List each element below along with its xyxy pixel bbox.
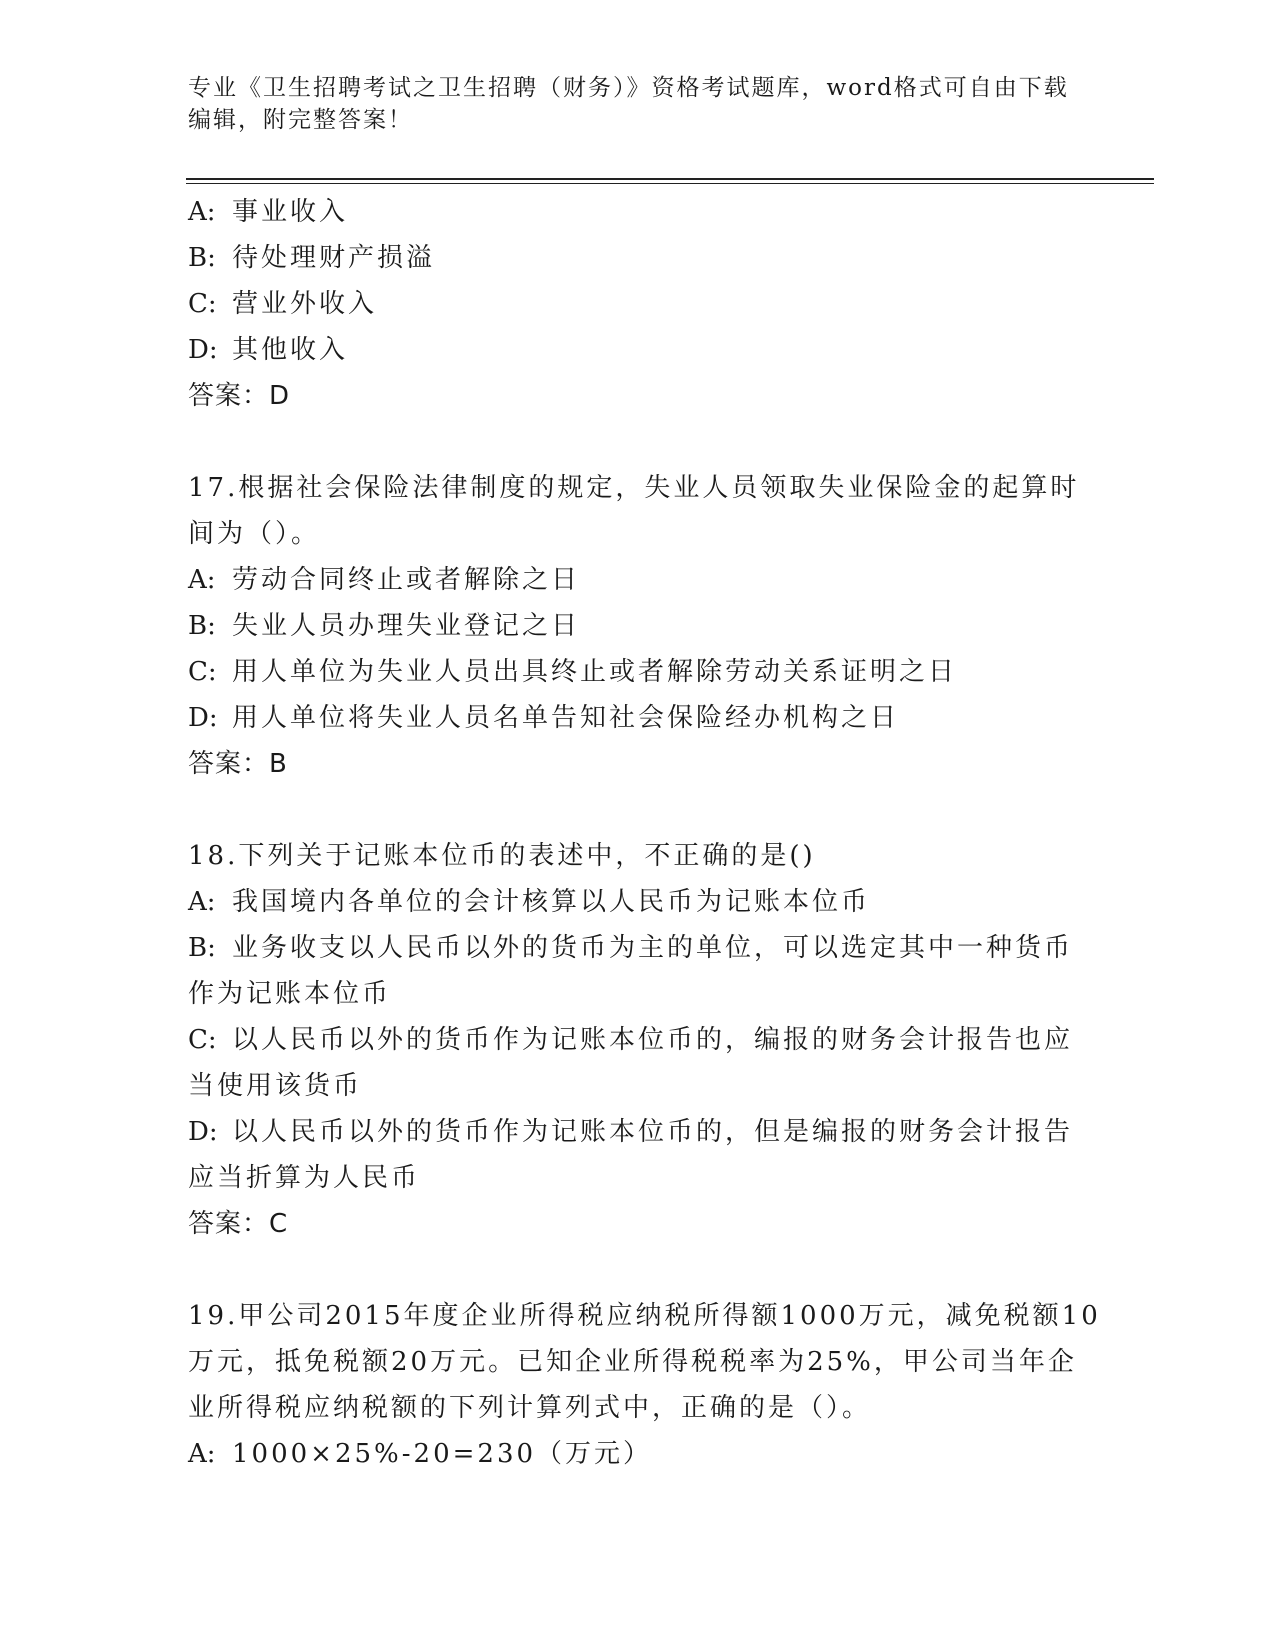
question-stem-cont: 万元，抵免税额20万元。已知企业所得税税率为25%，甲公司当年企 — [188, 1347, 1077, 1377]
page-header — [188, 72, 1078, 136]
option-a — [188, 879, 1088, 925]
question-stem-cont: 间为（）。 — [188, 519, 321, 549]
spacer — [188, 787, 1088, 833]
option-text: 以人民币以外的货币作为记账本位币的，但是编报的财务会计报告 — [232, 1117, 1074, 1147]
header-line-1: 专业《卫生招聘考试之卫生招聘（财务）》资格考试题库，word格式可自由下载 — [188, 75, 1069, 101]
header-divider-thick — [186, 178, 1154, 180]
option-label: A: — [188, 197, 216, 227]
option-text: 其他收入 — [232, 335, 349, 365]
option-d — [188, 695, 1088, 741]
question-stem: 17.根据社会保险法律制度的规定，失业人员领取失业保险金的起算时 — [188, 473, 1080, 503]
option-label: B: — [188, 933, 216, 963]
option-label: D: — [188, 335, 218, 365]
option-label: D: — [188, 703, 218, 733]
option-text: 营业外收入 — [232, 289, 378, 319]
option-c — [188, 1017, 1088, 1063]
option-text: 以人民币以外的货币作为记账本位币的，编报的财务会计报告也应 — [232, 1025, 1074, 1055]
option-label: A: — [188, 887, 216, 917]
option-text: 事业收入 — [232, 197, 349, 227]
option-d — [188, 327, 1088, 373]
option-label: C: — [188, 657, 217, 687]
option-label: B: — [188, 611, 216, 641]
option-b — [188, 925, 1088, 971]
option-b — [188, 603, 1088, 649]
option-text: 业务收支以人民币以外的货币为主的单位，可以选定其中一种货币 — [232, 933, 1074, 963]
answer-17: 答案：B — [188, 749, 288, 779]
option-label: C: — [188, 289, 217, 319]
option-text: 我国境内各单位的会计核算以人民币为记账本位币 — [232, 887, 871, 917]
spacer — [188, 419, 1088, 465]
answer-18: 答案：C — [188, 1209, 289, 1239]
option-text: 待处理财产损溢 — [232, 243, 436, 273]
option-c-cont: 当使用该货币 — [188, 1071, 363, 1101]
option-a — [188, 189, 1088, 235]
option-b-cont: 作为记账本位币 — [188, 979, 392, 1009]
option-a — [188, 557, 1088, 603]
option-text: 劳动合同终止或者解除之日 — [232, 565, 581, 595]
option-label: C: — [188, 1025, 217, 1055]
option-text: 用人单位为失业人员出具终止或者解除劳动关系证明之日 — [232, 657, 958, 687]
option-text: 用人单位将失业人员名单告知社会保险经办机构之日 — [232, 703, 900, 733]
spacer — [188, 1247, 1088, 1293]
option-label: D: — [188, 1117, 218, 1147]
option-c — [188, 281, 1088, 327]
question-16-block — [188, 189, 1088, 419]
option-label: B: — [188, 243, 216, 273]
option-d — [188, 1109, 1088, 1155]
answer-16: 答案：D — [188, 381, 291, 411]
option-b — [188, 235, 1088, 281]
option-d-cont: 应当折算为人民币 — [188, 1163, 421, 1193]
option-c — [188, 649, 1088, 695]
question-stem: 19.甲公司2015年度企业所得税应纳税所得额1000万元，减免税额10 — [188, 1301, 1101, 1331]
header-line-2: 编辑，附完整答案！ — [188, 107, 413, 133]
option-text: 1000×25%-20=230（万元） — [232, 1439, 653, 1469]
option-a — [188, 1431, 1088, 1477]
option-label: A: — [188, 1439, 216, 1469]
option-label: A: — [188, 565, 216, 595]
question-stem-cont: 业所得税应纳税额的下列计算列式中，正确的是（）。 — [188, 1393, 872, 1423]
option-text: 失业人员办理失业登记之日 — [232, 611, 581, 641]
question-17-block — [188, 465, 1088, 787]
question-stem: 18.下列关于记账本位币的表述中，不正确的是() — [188, 841, 816, 871]
question-content — [188, 189, 1101, 1477]
question-18-block — [188, 833, 1088, 1247]
header-divider-thin — [186, 183, 1154, 184]
question-19-block — [188, 1293, 1101, 1477]
